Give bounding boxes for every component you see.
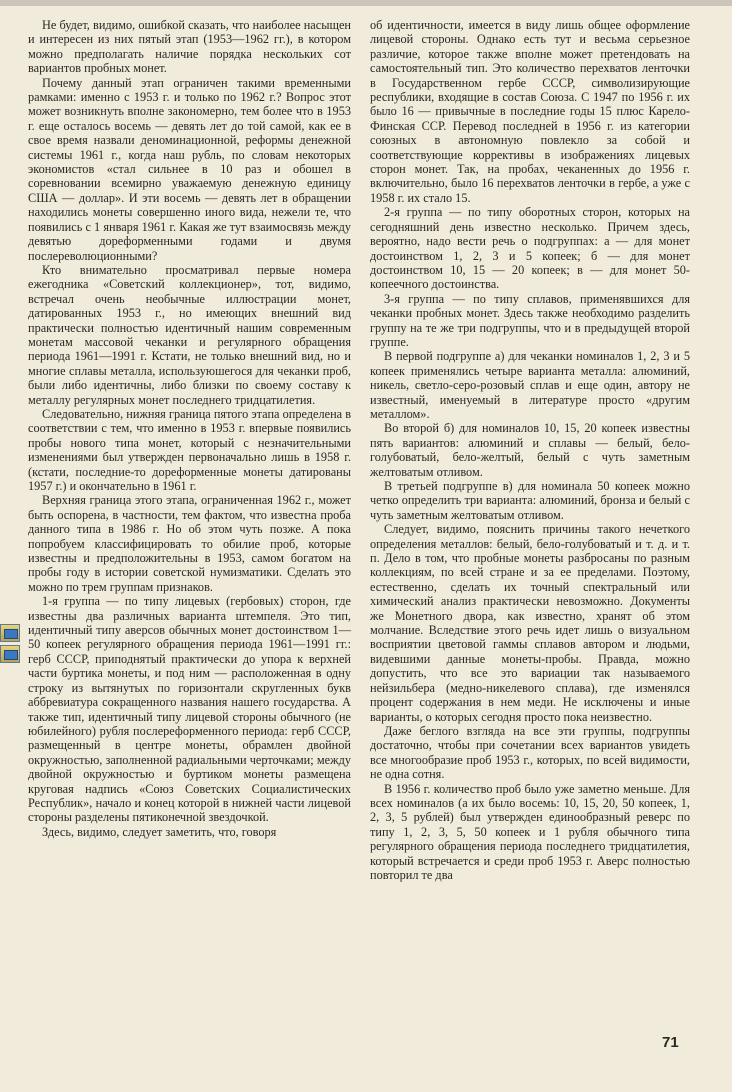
page-number: 71 [662,1034,679,1051]
left-text-column [28,18,351,839]
paragraph: Кто внимательно просматривал первые номера ежегодника «Советский коллекционер», тот, видимо, встречал очень необычные иллюстрации монет, датированных 1953 г., но имеющих внешний вид практически полностью идентичный нашим современным монетам массовой чеканки и регулярного обращения периода 1961—1991 г. Кстати, не только внешний вид, но и многие сплавы металла, используюшегося для чеканки проб, были либо идентичны, либо близки по своему составу к металлу регулярных монет последнего тридцатилетия. [28,262,351,407]
paragraph: Следует, видимо, пояснить причины такого нечеткого определения металлов: белый, бело-голубоватый и т. д. и т. п. Дело в том, что пробные монеты разбросаны по разным коллекциям, по всей стране и за ее пределами. Поэтому, естественно, сделать их точный спектральный или химический анализ практически невозможно. Документы же Монетного двора, как известно, хранят об этом молчание. Вследствие этого речь идет лишь о визуальном восприятии цветовой гаммы сплавов автором и людьми, видевшими данные монеты-пробы. Правда, можно допустить, что все это вариации так называемого нейзильбера (медно-никелевого сплава), где изменялся процент содержания в нем меди. Не исключены и иные варианты, о которых сегодня просто пока неизвестно. [370,522,690,724]
paragraph: Даже беглого взгляда на все эти группы, подгруппы достаточно, чтобы при сочетании всех вариантов увидеть все многообразие проб 1953 г., которых, по всей видимости, не одна сотня. [370,723,690,782]
image-icon[interactable] [0,624,20,642]
paragraph: В первой подгруппе а) для чеканки номиналов 1, 2, 3 и 5 копеек применялись четыре варианта металла: алюминий, никель, светло-серо-розовый сплав и еще один, автору не известный, именуемый в литературе просто «другим металлом». [370,349,690,421]
paragraph: 3-я группа — по типу сплавов, применявшихся для чеканки пробных монет. Здесь также необходимо разделить группу на те же три подгруппы, что и в предыдущей второй группе. [370,291,690,349]
folder-icon[interactable] [0,645,20,663]
side-toolbar [0,624,22,666]
paragraph: В 1956 г. количество проб было уже заметно меньше. Для всех номиналов (а их было восемь: 10, 15, 20, 50 копеек, 1, 2, 3, 5 рублей) был утвержден единообразный реверс по типу 1, 2, 3, 5, 50 копеек и 1 рубля обычного типа регулярного обращения периода последнего тридцатилетия, который встречается и среди проб 1953 г. Аверс полностью повторил те два [370,781,690,882]
paragraph: Здесь, видимо, следует заметить, что, говоря [42,824,277,839]
paragraph: Не будет, видимо, ошибкой сказать, что наиболее насыщен и интересен из них пятый этап (1953—1962 гг.), в котором можно предполагать наличие порядка нескольких сот вариантов пробных монет. [28,18,351,76]
paragraph: об идентичности, имеется в виду лишь общее оформление лицевой стороны. Однако есть тут и весьма серьезное различие, которое также вполне может претендовать на самостоятельный тип. Это количество перехватов ленточки в Государственном гербе СССР, символизирующие республики, входящие в состав Союза. С 1947 по 1956 г. их было 16 — привычные в последние годы 15 плюс Карело-Финская ССР. Перевод последней в 1956 г. из категории союзных в автономную повлекло за собой и соответствующие коррективы в изображениях лицевых сторон монет. Так, на пробах, чеканенных до 1956 г. включительно, было 16 перехватов ленточки в гербе, а уже с 1958 г. их стало 15. [370,18,690,205]
paragraph: 1-я группа — по типу лицевых (гербовых) сторон, где известны два различных варианта штемпеля. Это тип, идентичный типу аверсов обычных монет достоинством 1—50 копеек регулярного обращения периода 1961—1991 гг.: герб СССР, приподнятый практически до упора к верхней части буртика монеты, и под ним — расположенная в одну строку из вытянутых по горизонтали скругленных букв аббревиатура сокращенного названия нашего государства. А также тип, идентичный типу лицевой стороны обычного (не юбилейного) рубля послереформенного периода: герб СССР, размещенный в центре монеты, обрамлен двойной окружностью, заполненной радиальными черточками; между двойной окружностью и буртиком монеты размещена круговая надпись «Союз Советских Социалистических Республик», начало и конец которой в нижней части лицевой стороны разделены пятиконечной звездочкой. [28,594,351,825]
top-edge-strip [0,0,732,6]
paragraph: Во второй б) для номиналов 10, 15, 20 копеек известны пять вариантов: алюминий и сплавы — белый, бело-голубоватый, бело-желтый, белый с чуть заметным желтоватым отливом. [370,421,690,479]
paragraph: 2-я группа — по типу оборотных сторон, которых на сегодняшний день известно несколько. Причем здесь, вероятно, надо вести речь о подгруппах: а — для монет достоинством 1, 2, 3 и 5 копеек; б — для монет достоинством 10, 15 — 20 копеек; в — для монет 50-копеечного достоинства. [370,205,690,292]
right-text-column [370,18,690,882]
paragraph: Верхняя граница этого этапа, ограниченная 1962 г., может быть оспорена, в частности, тем фактом, что известна проба данного типа в 1986 г. Но об этом чуть позже. А пока попробуем классифицировать то обилие проб, которые известны и предположительны в 1953, самом богатом на пробы году в истории советской нумизматики. Сделать это можно по трем группам признаков. [28,493,351,594]
paragraph: В третьей подгруппе в) для номинала 50 копеек можно четко определить три варианта: алюминий, бронза и белый с чуть заметным желтоватым отливом. [370,479,690,522]
paragraph: Почему данный этап ограничен такими временными рамками: именно с 1953 г. и только по 1962 г.? Вопрос этот может возникнуть вполне закономерно, тем более что в 1953 г. еще осталось восемь — девять лет до той самой, как ее в свое время назвали деноминационной, реформы денежной системы 1961 г., когда наш рубль, по словам некоторых экономистов «стал сильнее в 10 раз и обошел в соревновании всемирно уважаемую денежную единицу США — доллар». И эти восемь — девять лет в обращении находились монеты совершенно иного вида, нежели те, что появились с 1 января 1961 г. Какая же тут взаимосвязь между девятью дореформенными годами и двумя послереволюционными? [28,75,351,263]
paragraph: Следовательно, нижняя граница пятого этапа определена в соответствии с тем, что именно в 1953 г. впервые появились пробы нового типа монет, который с незначительными изменениями был утвержден первоначально лишь в 1958 г. (кстати, последние-то дореформенные монеты датированы 1957 г.) и окончательно в 1961 г. [28,406,351,493]
